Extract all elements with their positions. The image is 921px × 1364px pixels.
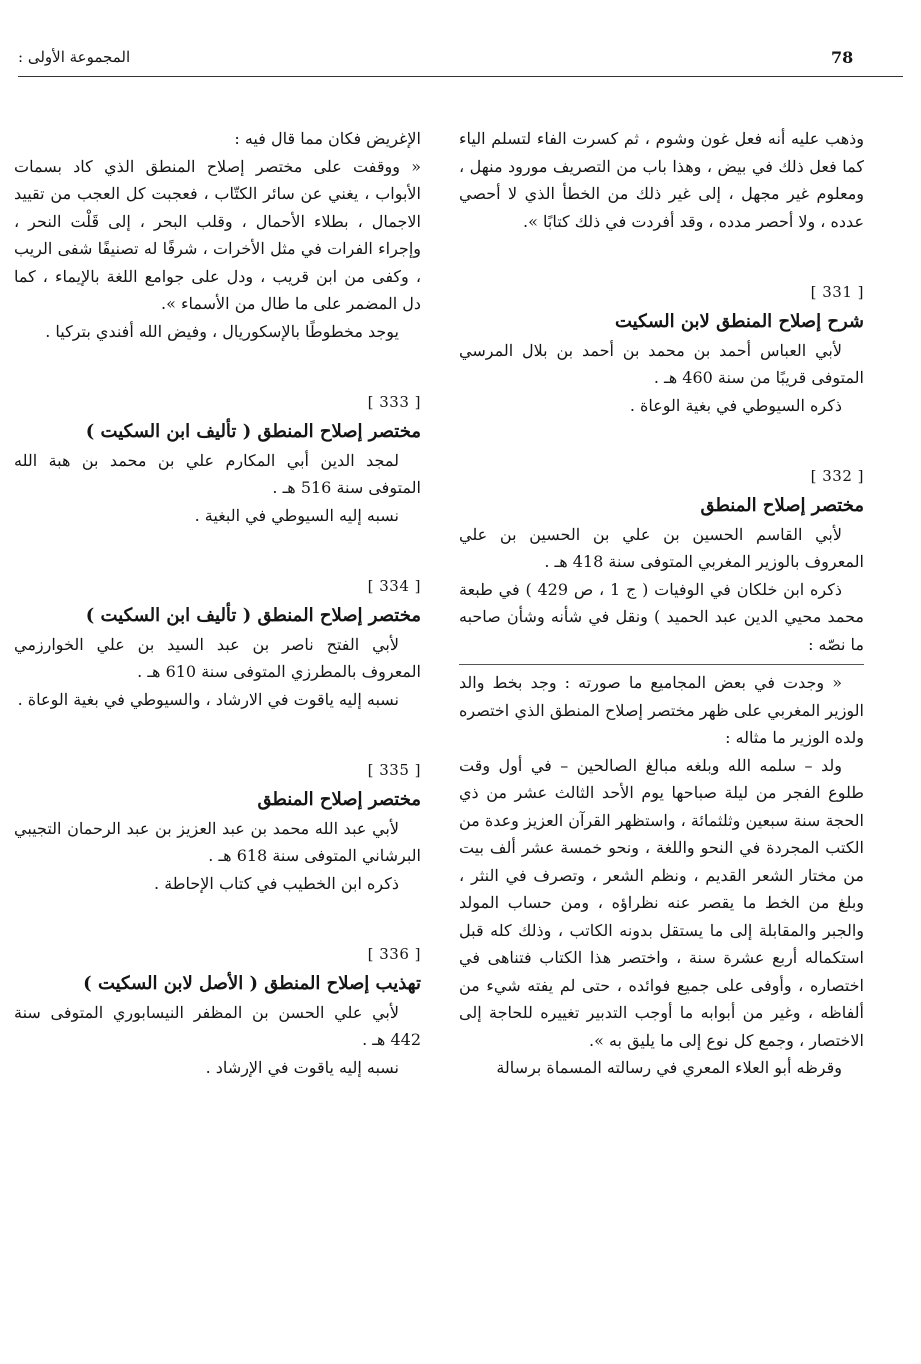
entry-title: شرح إصلاح المنطق لابن السكيت — [614, 310, 864, 332]
continuation-paragraph: الإغريض فكان مما قال فيه : — [234, 129, 421, 148]
entry-author: لأبي الفتح ناصر بن عبد السيد بن علي الخوارزمي المعروف بالمطرزي المتوفى سنة 610 هـ . — [14, 634, 421, 681]
entry-title: مختصر إصلاح المنطق ( تأليف ابن السكيت ) — [85, 420, 421, 442]
entry-title: مختصر إصلاح المنطق — [257, 788, 421, 810]
entry-note: ذكره ابن خلكان في الوفيات ( ج 1 ، ص 429 ) في طبعة محمد محيي الدين عبد الحميد ) ونقل في شأنه وشأن صاحبه ما نصّه : — [459, 579, 864, 654]
page-header — [0, 44, 921, 84]
entry-336 — [14, 941, 421, 1081]
entry-number: [ 332 ] — [810, 467, 864, 485]
entry-title: مختصر إصلاح المنطق ( تأليف ابن السكيت ) — [85, 604, 421, 626]
right-column — [459, 125, 864, 1082]
entry-title: تهذيب إصلاح المنطق ( الأصل لابن السكيت ) — [83, 972, 421, 994]
entry-author: لأبي القاسم الحسين بن علي بن الحسين بن علي المعروف بالوزير المغربي المتوفى سنة 418 هـ . — [459, 524, 864, 571]
running-title: المجموعة الأولى : — [18, 48, 131, 66]
entry-number: [ 333 ] — [367, 393, 421, 411]
quote-separator — [459, 664, 864, 665]
left-column — [14, 125, 421, 1081]
entry-note: وقرظه أبو العلاء المعري في رسالته المسماة برسالة — [496, 1058, 842, 1077]
quote-paragraph: « ووقفت على مختصر إصلاح المنطق الذي كاد بسمات الأبواب ، يغني عن سائر الكتّاب ، فعجبت كل العجب من تقييد الاجمال ، بطلاء الأحمال ، وقلب البحر ، إلى قَلْت النحر ، وإجراء الفرات في مثل الأخرات ، شرفًا له تصنيفًا شفى الريب ، وكفى من ابن قريب ، ودل على جوامع اللغة بالإيماء ، كما دل المضمر على ما طال من الأسماء ». — [14, 156, 421, 313]
entry-331 — [459, 279, 864, 419]
entry-note: ذكره السيوطي في بغية الوعاة . — [629, 395, 842, 415]
entry-author: لمجد الدين أبي المكارم علي بن محمد بن هبة الله المتوفى سنة 516 هـ . — [14, 450, 421, 497]
entry-333 — [14, 389, 421, 529]
entry-332 — [459, 463, 864, 1082]
entry-note: ذكره ابن الخطيب في كتاب الإحاطة . — [154, 873, 399, 893]
quote-paragraph: « وجدت في بعض المجاميع ما صورته : وجد بخط والد الوزير المغربي على ظهر مختصر إصلاح المنطق الذي اختصره ولده الوزير ما مثاله : — [459, 673, 864, 747]
page-number: 78 — [831, 48, 854, 67]
entry-334 — [14, 573, 421, 713]
header-rule — [18, 76, 903, 77]
entry-number: [ 336 ] — [367, 945, 421, 963]
entry-author: لأبي علي الحسن بن المظفر النيسابوري المتوفى سنة 442 هـ . — [14, 1002, 421, 1049]
continuation-paragraph: وذهب عليه أنه فعل غون وشوم ، ثم كسرت الفاء لتسلم الياء كما فعل ذلك في بيض ، وهذا باب من التصريف مورود منهل ، ومعلوم غير مجهل ، إلى غير ذلك من الخطأ الذي لا أحصي عدده ، ولا أحصر مدده ، وقد أفردت في ذلك كتابًا ». — [459, 129, 865, 231]
entry-title: مختصر إصلاح المنطق — [700, 494, 864, 516]
quote-paragraph: ولد – سلمه الله وبلغه مبالغ الصالحين – في أول وقت طلوع الفجر من ليلة صباحها يوم الأحد الثالث عشر من ذي الحجة سنة سبعين وثلثمائة ، واستظهر القرآن العزيز وعدة من الكتب المجردة في النحو واللغة ، ونحو خمسة عشر ألف بيت من مختار الشعر القديم ، ونظم الشعر ، وتصرف في النثر ، وبلغ من الخط ما يقصر عنه نظراؤه ، ومن حساب المولد والجبر والمقابلة إلى ما يستقل بدونه الكاتب ، وذلك كله قبل استكماله أربع عشرة سنة ، واختصر هذا الكتاب فتناهى في اختصاره ، وأوفى على جميع فوائده ، حتى لم يفته شيء من ألفاظه ، وغير من أبوابه ما أوجب التدبير تغييره للحاجة إلى الاختصار ، وجمع كل نوع إلى ما يليق به ». — [459, 755, 864, 1050]
entry-number: [ 335 ] — [367, 761, 421, 779]
entry-author: لأبي العباس أحمد بن محمد بن أحمد بن بلال المرسي المتوفى قريبًا من سنة 460 هـ . — [459, 340, 864, 387]
manuscript-note: يوجد مخطوطًا بالإسكوريال ، وفيض الله أفندي بتركيا . — [45, 321, 399, 341]
entry-number: [ 334 ] — [367, 577, 421, 595]
entry-note: نسبه إليه ياقوت في الارشاد ، والسيوطي في بغية الوعاة . — [17, 689, 399, 709]
entry-author: لأبي عبد الله محمد بن عبد العزيز بن عبد الرحمان التجيبي البرشاني المتوفى سنة 618 هـ . — [14, 818, 421, 865]
entry-note: نسبه إليه ياقوت في الإرشاد . — [205, 1057, 399, 1077]
entry-note: نسبه إليه السيوطي في البغية . — [194, 505, 399, 525]
entry-335 — [14, 757, 421, 897]
entry-number: [ 331 ] — [810, 283, 864, 301]
